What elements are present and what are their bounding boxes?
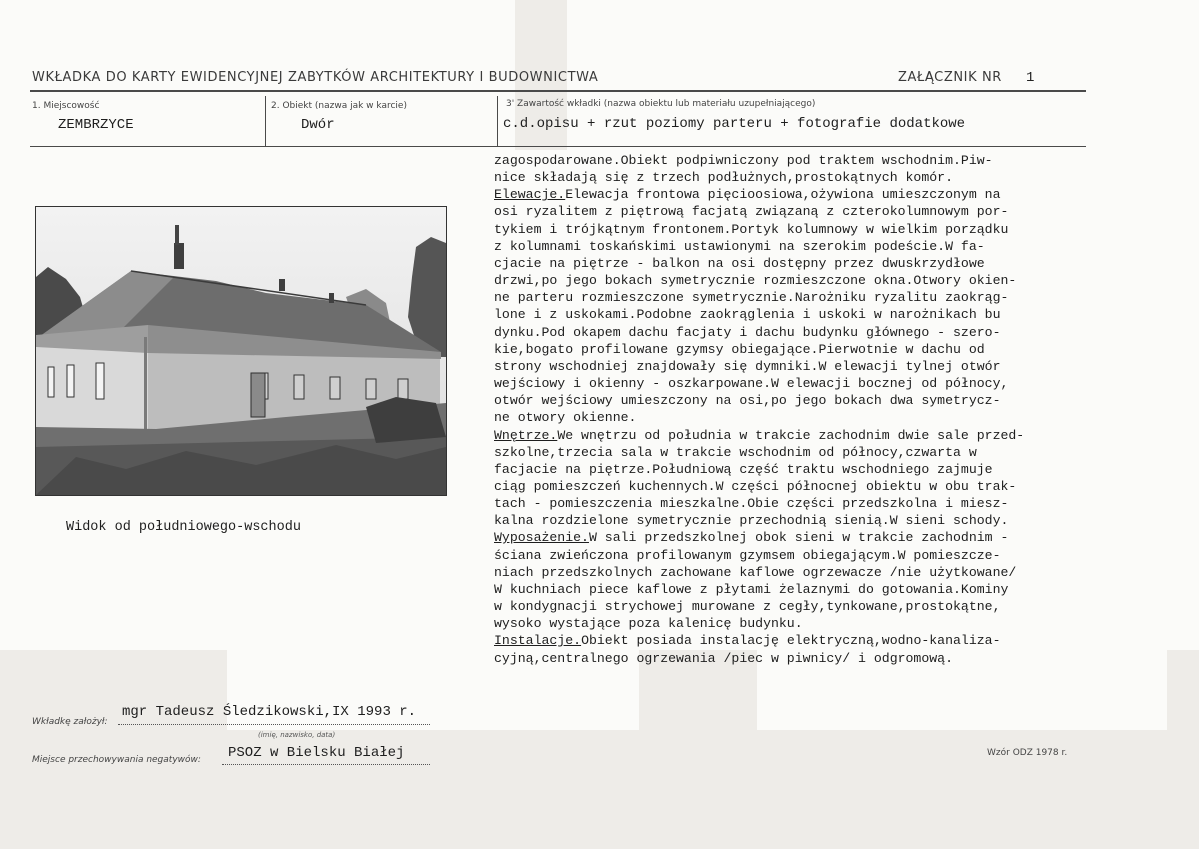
description-line-rest: W sali przedszkolnej obok sieni w trakcie zachodnim - [588, 530, 1009, 546]
description-line [494, 427, 1174, 444]
annex-number: 1 [1026, 70, 1035, 86]
description-line-rest: We wnętrzu od południa w trakcie zachodnim dwie sale przed- [557, 427, 1025, 443]
author-note: (imię, nazwisko, data) [258, 731, 336, 739]
object-label: 2. Obiekt (nazwa jak w karcie) [271, 101, 407, 111]
description-line: wysoko wystające poza kalenicę budynku. [494, 616, 803, 632]
description-line: lone i z uskokami.Podobne zaokrąglenia i uskoki w narożnikach bu [494, 307, 1001, 323]
content-label: 3' Zawartość wkładki (nazwa obiektu lub materiału uzupełniającego) [506, 99, 816, 109]
description-line: tach - pomieszczenia mieszkalne.Obie części przedszkolna i miesz- [494, 496, 1009, 512]
description-line: szkolne,trzecia sala w trakcie wschodnim od północy,czwarta w [494, 444, 977, 460]
description-line: zagospodarowane.Obiekt podpiwniczony pod traktem wschodnim.Piw- [494, 153, 993, 168]
description-line: tykiem i trójkątnym frontonem.Portyk kolumnowy w wielkim porządku [494, 221, 1009, 237]
description-line: facjacie na piętrze.Południową część traktu wschodniego zajmuje [494, 461, 993, 477]
header-rule [30, 90, 1086, 92]
object-value: Dwór [301, 117, 335, 133]
section-heading: Elewacje. [494, 187, 566, 203]
description-line: ciąg pomieszczeń kuchennych.W części północnej obiektu w obu trak- [494, 478, 1017, 494]
description-line: otwór wejściowy umieszczony na osi,po jego bokach dwa symetrycz- [494, 393, 1001, 409]
description-line: osi ryzalitem z piętrową facjatą związaną z czterokolumnowym por- [494, 204, 1009, 220]
description-line [494, 186, 1174, 203]
description-line: ściana zwieńczona profilowanym gzymsem obiegającym.W pomieszcze- [494, 547, 1001, 563]
photo-caption: Widok od południowego-wschodu [66, 520, 301, 535]
form-code: Wzór ODZ 1978 r. [987, 748, 1068, 758]
building-photo [35, 206, 447, 496]
description-line: kalna rozdzielone symetrycznie przechodnią sienią.W sieni schody. [494, 513, 1009, 529]
section-heading: Wyposażenie. [494, 530, 589, 546]
description-line-rest: Elewacja frontowa pięcioosiowa,ożywiona umieszczonym na [565, 187, 1001, 203]
annex-label: ZAŁĄCZNIK NR [898, 70, 1002, 85]
description-line: cyjną,centralnego ogrzewania /piec w piwnicy/ i odgromową. [494, 650, 953, 666]
storage-value: PSOZ w Bielsku Białej [228, 745, 405, 761]
description-line: nice składają się z trzech podłużnych,prostokątnych komór. [494, 170, 953, 186]
description-line: z kolumnami toskańskimi ustawionymi na szerokim podeście.W fa- [494, 238, 985, 254]
form-title: WKŁADKA DO KARTY EWIDENCYJNEJ ZABYTKÓW ARCHITEKTURY I BUDOWNICTWA [32, 70, 599, 85]
description-line: ne parteru rozmieszczone symetrycznie.Narożniku ryzalitu zaokrąg- [494, 290, 1009, 306]
description-line [494, 632, 1174, 649]
description-line: kie,bogato profilowane gzymsy obiegające.Pierwotnie w dachu od [494, 341, 985, 357]
description-line [494, 529, 1174, 546]
author-dotted-line [118, 724, 430, 725]
description-line: strony wschodniej znajdowały się dymniki.W elewacji tylnej otwór [494, 358, 1001, 374]
description-line: wejściowy i okienny - oszkarpowane.W elewacji bocznej od północy, [494, 376, 1009, 392]
field-divider [497, 96, 498, 146]
location-value: ZEMBRZYCE [58, 117, 134, 133]
storage-label: Miejsce przechowywania negatywów: [32, 755, 201, 765]
description-line: w kondygnacji strychowej murowane z cegły,tynkowane,prostokątne, [494, 599, 1001, 615]
description-line-rest: Obiekt posiada instalację elektryczną,wodno-kanaliza- [581, 633, 1001, 649]
fields-rule [30, 146, 1086, 147]
description-text [494, 152, 1174, 667]
content-value: c.d.opisu + rzut poziomy parteru + fotografie dodatkowe [503, 116, 966, 132]
description-line: drzwi,po jego bokach symetrycznie rozmieszczone okna.Otwory okien- [494, 273, 1017, 289]
section-heading: Wnętrze. [494, 427, 558, 443]
author-value: mgr Tadeusz Śledzikowski,IX 1993 r. [122, 704, 417, 720]
description-line: ne otwory okienne. [494, 410, 637, 426]
section-heading: Instalacje. [494, 633, 582, 649]
description-line: niach przedszkolnych zachowane kaflowe ogrzewacze /nie użytkowane/ [494, 564, 1017, 580]
location-label: 1. Miejscowość [32, 101, 100, 111]
field-divider [265, 96, 266, 146]
description-line: W kuchniach piece kaflowe z płytami żelaznymi do gotowania.Kominy [494, 581, 1009, 597]
author-label: Wkładkę założył: [32, 717, 108, 727]
description-line: dynku.Pod okapem dachu facjaty i dachu budynku głównego - szero- [494, 324, 1001, 340]
storage-dotted-line [222, 764, 430, 765]
description-line: cjacie na piętrze - balkon na osi dostępny przez dwuskrzydłowe [494, 255, 985, 271]
